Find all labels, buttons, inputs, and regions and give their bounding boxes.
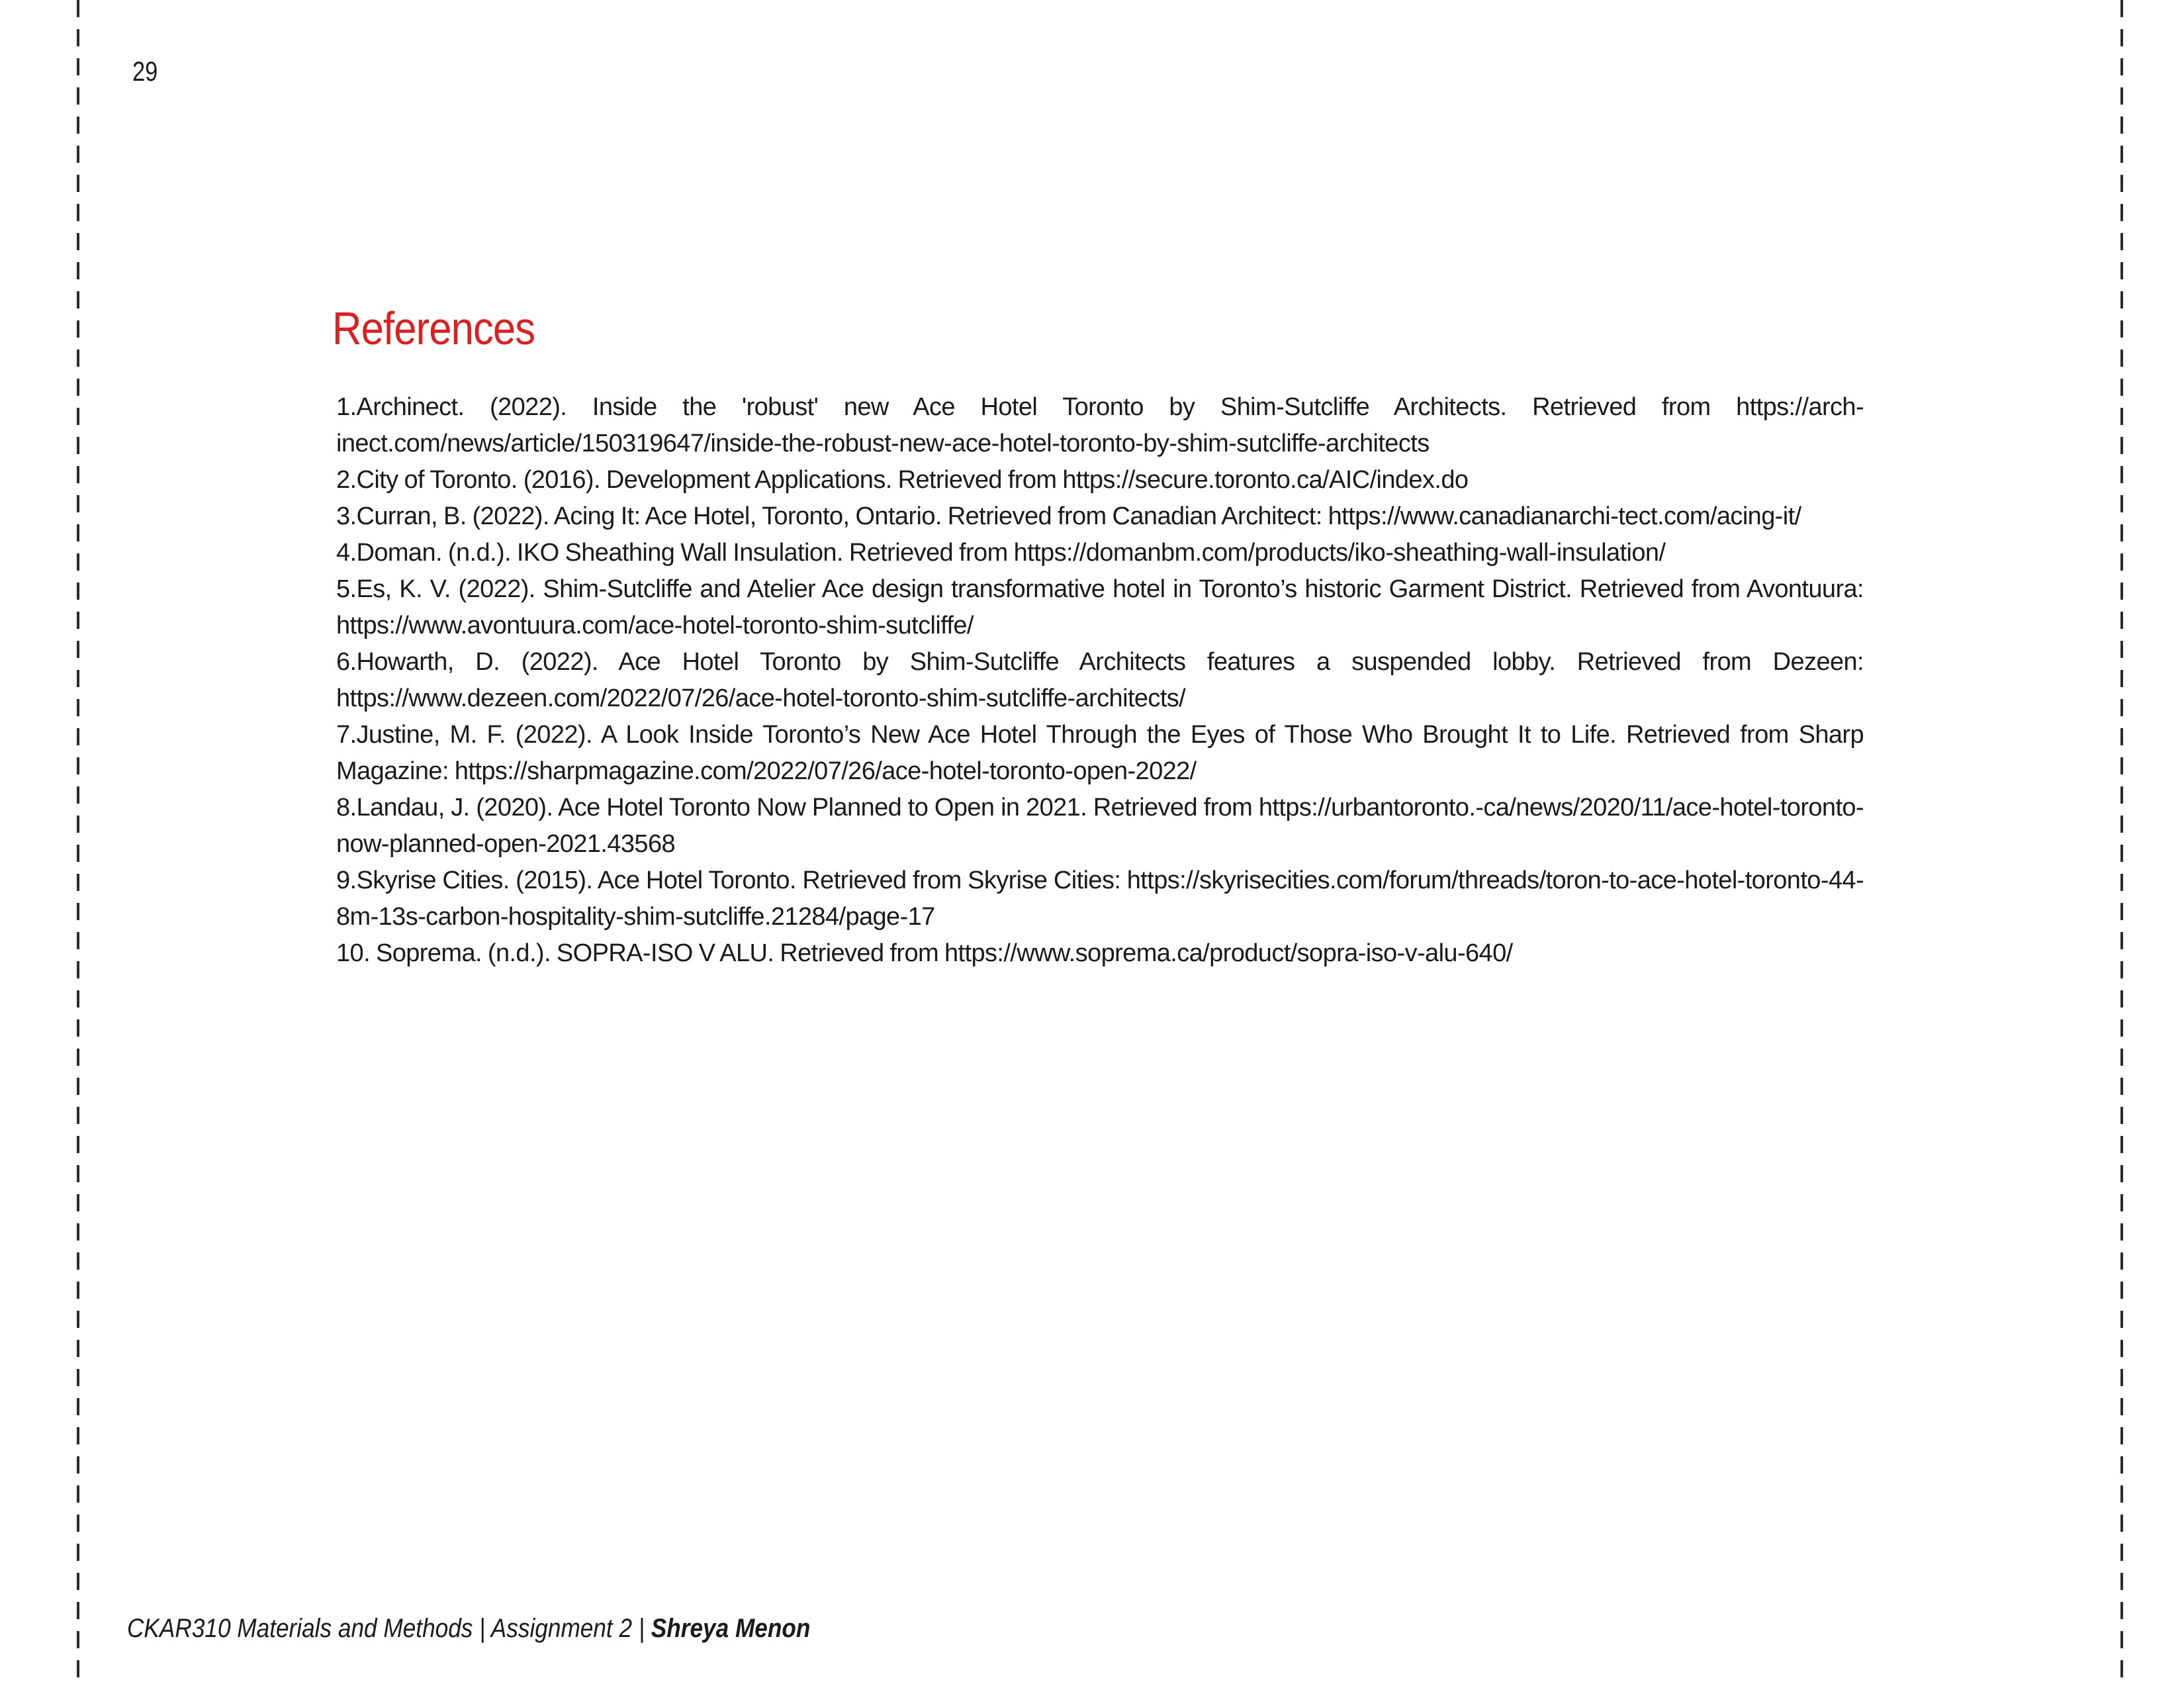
footer-course-info: CKAR310 Materials and Methods | Assignment 2 | — [127, 1614, 651, 1643]
references-list — [336, 389, 1864, 972]
right-margin-dashed-line — [2120, 0, 2123, 1688]
page-number: 29 — [132, 56, 158, 87]
reference-item: 4.Doman. (n.d.). IKO Sheathing Wall Insulation. Retrieved from https://domanbm.com/products/iko-sheathing-wall-insulation/ — [336, 539, 1666, 567]
reference-item: 1.Archinect. (2022). Inside the 'robust' new Ace Hotel Toronto by Shim-Sutcliffe Architects. Retrieved from https://arch-inect.com/news/article/150319647/inside-the-robust-new-ace-hotel-toronto-by-shim-sutcliffe-architects — [336, 393, 1864, 457]
footer-author: Shreya Menon — [651, 1614, 811, 1643]
reference-item: 5.Es, K. V. (2022). Shim-Sutcliffe and Atelier Ace design transformative hotel in Toronto’s historic Garment District. Retrieved from Avontuura: https://www.avontuura.com/ace-hotel-toronto-shim-sutcliffe/ — [336, 575, 1864, 639]
reference-item: 8.Landau, J. (2020). Ace Hotel Toronto Now Planned to Open in 2021. Retrieved from https://urbantoronto.-ca/news/2020/11/ace-hotel-toronto-now-planned-open-2021.43568 — [336, 794, 1864, 858]
references-heading: References — [332, 303, 535, 354]
reference-item: 7.Justine, M. F. (2022). A Look Inside Toronto’s New Ace Hotel Through the Eyes of Those Who Brought It to Life. Retrieved from Sharp Magazine: https://sharpmagazine.com/2022/07/26/ace-hotel-toronto-open-2022/ — [336, 721, 1864, 785]
page-footer — [127, 1614, 810, 1644]
reference-item: 2.City of Toronto. (2016). Development Applications. Retrieved from https://secure.toronto.ca/AIC/index.do — [336, 466, 1469, 494]
reference-item: 10. Soprema. (n.d.). SOPRA-ISO V ALU. Retrieved from https://www.soprema.ca/product/sopra-iso-v-alu-640/ — [336, 939, 1513, 967]
left-margin-dashed-line — [77, 0, 79, 1688]
reference-item: 6.Howarth, D. (2022). Ace Hotel Toronto by Shim-Sutcliffe Architects features a suspended lobby. Retrieved from Dezeen: https://www.dezeen.com/2022/07/26/ace-hotel-toronto-shim-sutcliffe-architects/ — [336, 648, 1864, 712]
reference-item: 9.Skyrise Cities. (2015). Ace Hotel Toronto. Retrieved from Skyrise Cities: https://skyrisecities.com/forum/threads/toron-to-ace-hotel-toronto-44-8m-13s-carbon-hospitality-shim-sutcliffe.21284/page-17 — [336, 867, 1864, 931]
reference-item: 3.Curran, B. (2022). Acing It: Ace Hotel, Toronto, Ontario. Retrieved from Canadian Architect: https://www.canadianarchi-tect.com/acing-it/ — [336, 502, 1801, 530]
